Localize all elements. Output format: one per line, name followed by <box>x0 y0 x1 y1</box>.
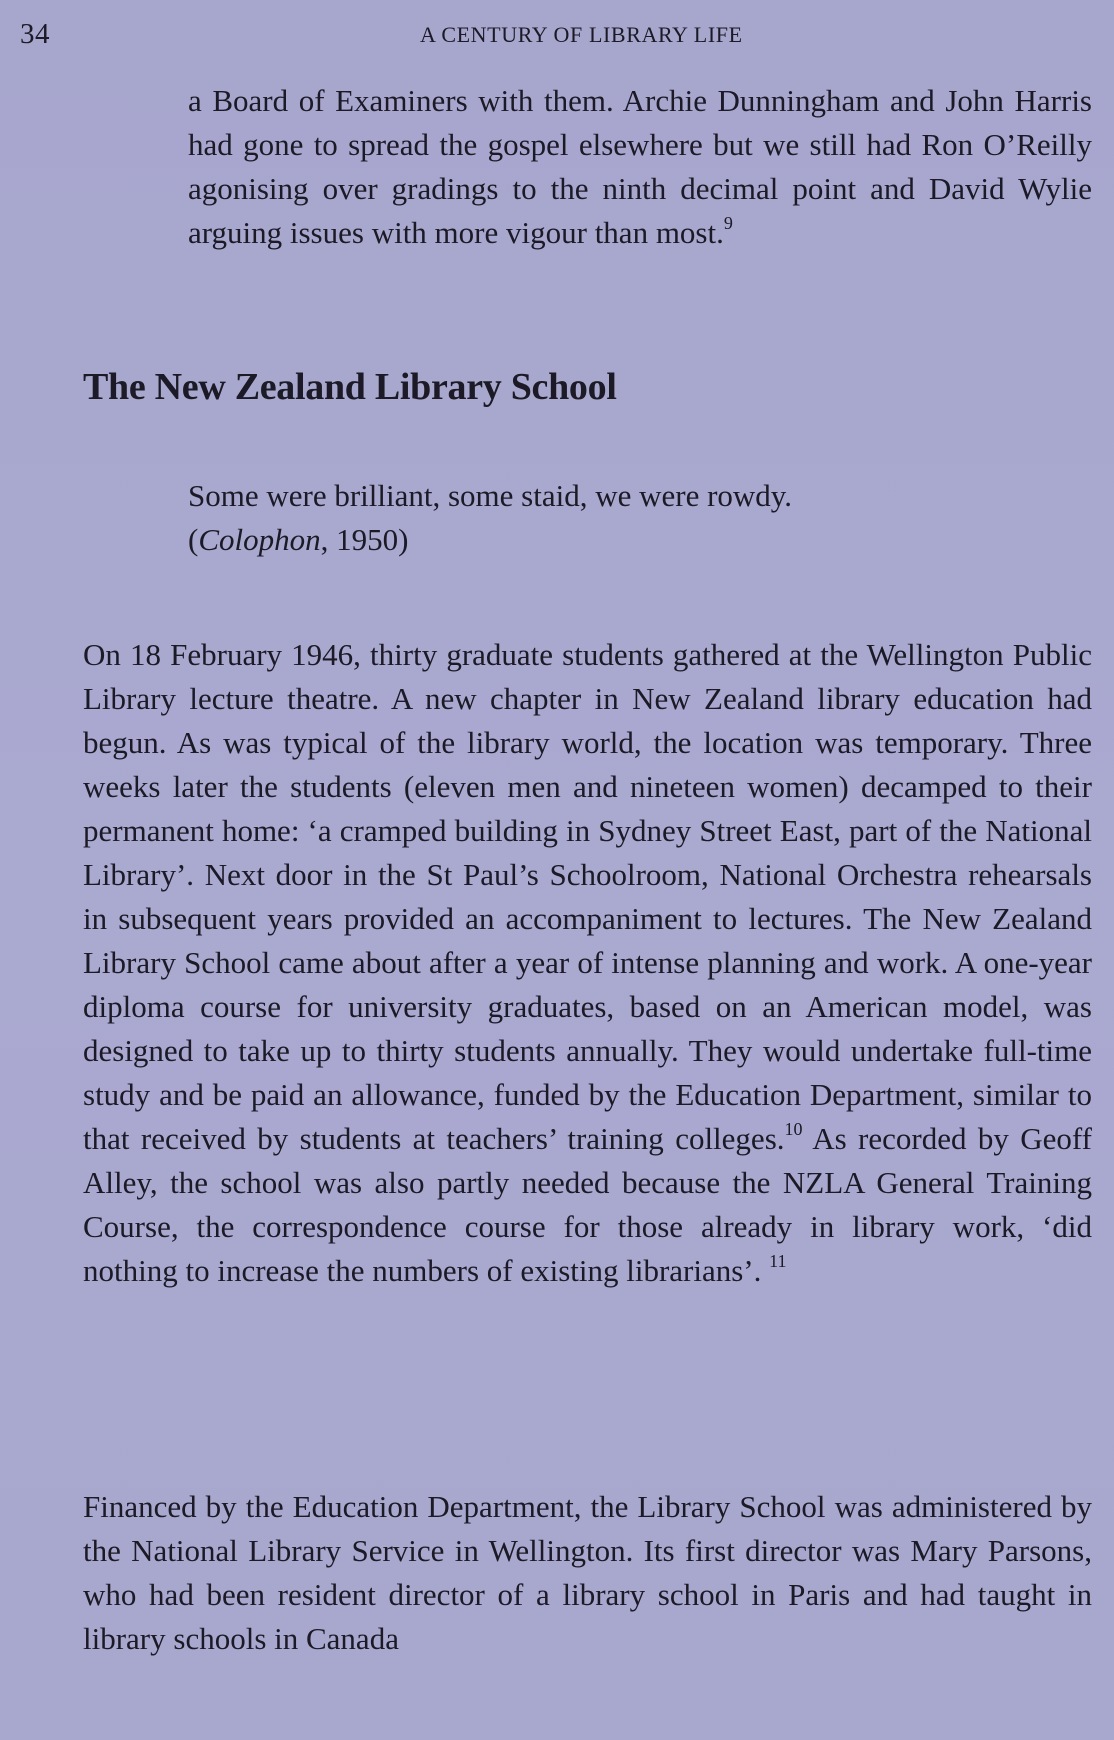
footnote-marker: 9 <box>723 213 733 233</box>
running-head: A CENTURY OF LIBRARY LIFE <box>420 22 743 47</box>
footnote-marker-10: 10 <box>784 1119 803 1139</box>
epigraph-source-title: Colophon <box>198 522 321 557</box>
page-number: 34 <box>20 18 50 50</box>
footnote-marker-11: 11 <box>769 1251 787 1271</box>
epigraph-source-year: , 1950) <box>320 522 409 557</box>
section-heading: The New Zealand Library School <box>83 366 617 408</box>
body-paragraph-1-part-1: On 18 February 1946, thirty graduate students gathered at the Wellington Public Library lecture theatre. A new chapter in New Zealand library education had begun. As was typical of the library world, the location was temporary. Three weeks later the students (eleven men and nineteen women) decamped to their permanent home: ‘a cramped building in Sydney Street East, part of the National Library’. Next door in the St Paul’s Schoolroom, National Orchestra rehearsals in subsequent years provided an accompaniment to lectures. The New Zealand Library School came about after a year of intense planning and work. A one-year diploma course for university graduates, based on an American model, was designed to take up to thirty students annually. They would undertake full-time study and be paid an allowance, funded by the Education Department, similar to that received by students at teachers’ training colleges. <box>83 637 1092 1156</box>
continued-paragraph <box>188 79 1092 255</box>
epigraph-source-open: ( <box>188 522 199 557</box>
body-paragraph-1-part-2: As recorded by Geoff Alley, the school was also partly needed because the NZLA General Training Course, the correspondence course for those already in library work, ‘did nothing to increase the numbers of existing librarians’. <box>83 1121 1092 1288</box>
body-paragraph-1 <box>83 633 1092 1293</box>
epigraph-quote: Some were brilliant, some staid, we were rowdy. <box>188 478 793 513</box>
body-paragraph-2: Financed by the Education Department, the Library School was administered by the National Library Service in Wellington. Its first director was Mary Parsons, who had been resident director of a library school in Paris and had taught in library schools in Canada <box>83 1489 1092 1656</box>
epigraph-source <box>188 518 792 562</box>
continued-paragraph-text: a Board of Examiners with them. Archie Dunningham and John Harris had gone to spread the gospel elsewhere but we still had Ron O’Reilly agonising over gradings to the ninth decimal point and David Wylie arguing issues with more vigour than most. <box>188 83 1092 250</box>
epigraph <box>188 474 792 562</box>
